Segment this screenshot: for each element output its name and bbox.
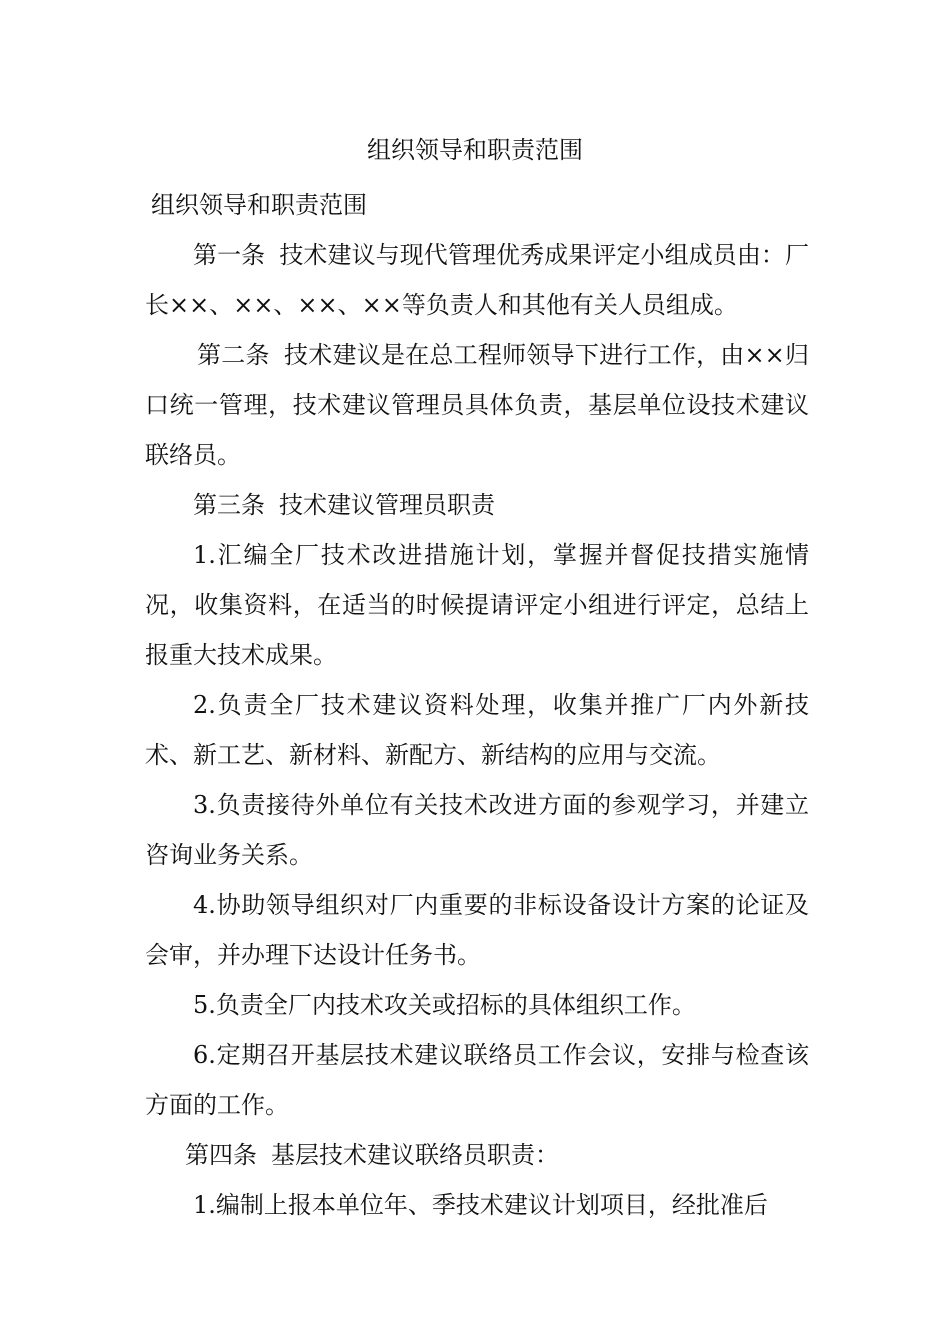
article-heading: 第三条 bbox=[193, 491, 265, 519]
list-item: 4.协助领导组织对厂内重要的非标设备设计方案的论证及会审，并办理下达设计任务书。 bbox=[145, 891, 809, 969]
article-2 bbox=[145, 330, 809, 480]
document-title: 组织领导和职责范围 bbox=[367, 136, 583, 164]
document-body bbox=[145, 180, 809, 1230]
article-heading: 第四条 bbox=[185, 1141, 257, 1169]
list-item: 1.编制上报本单位年、季技术建议计划项目，经批准后 bbox=[193, 1191, 768, 1219]
article-heading: 第一条 bbox=[193, 241, 266, 269]
list-item: 5.负责全厂内技术攻关或招标的具体组织工作。 bbox=[193, 991, 696, 1019]
list-item: 3.负责接待外单位有关技术改进方面的参观学习，并建立咨询业务关系。 bbox=[145, 791, 809, 869]
article-heading: 第二条 bbox=[197, 341, 270, 369]
list-item: 1.汇编全厂技术改进措施计划，掌握并督促技措实施情况，收集资料，在适当的时候提请评定小组进行评定，总结上报重大技术成果。 bbox=[145, 541, 809, 669]
article-text: 基层技术建议联络员职责： bbox=[271, 1141, 559, 1169]
article-4 bbox=[145, 1130, 809, 1180]
article-text: 技术建议管理员职责 bbox=[279, 491, 495, 519]
article-1 bbox=[145, 230, 809, 330]
article-text: 技术建议是在总工程师领导下进行工作，由××归口统一管理，技术建议管理员具体负责，基层单位设技术建议联络员。 bbox=[145, 341, 810, 469]
section-subtitle: 组织领导和职责范围 bbox=[151, 191, 367, 219]
article-3 bbox=[145, 480, 809, 530]
article-text: 技术建议与现代管理优秀成果评定小组成员由：厂长××、××、××、××等负责人和其他有关人员组成。 bbox=[145, 241, 810, 319]
list-item: 2.负责全厂技术建议资料处理，收集并推广厂内外新技术、新工艺、新材料、新配方、新结构的应用与交流。 bbox=[145, 691, 809, 769]
list-item: 6.定期召开基层技术建议联络员工作会议，安排与检查该方面的工作。 bbox=[145, 1041, 809, 1119]
